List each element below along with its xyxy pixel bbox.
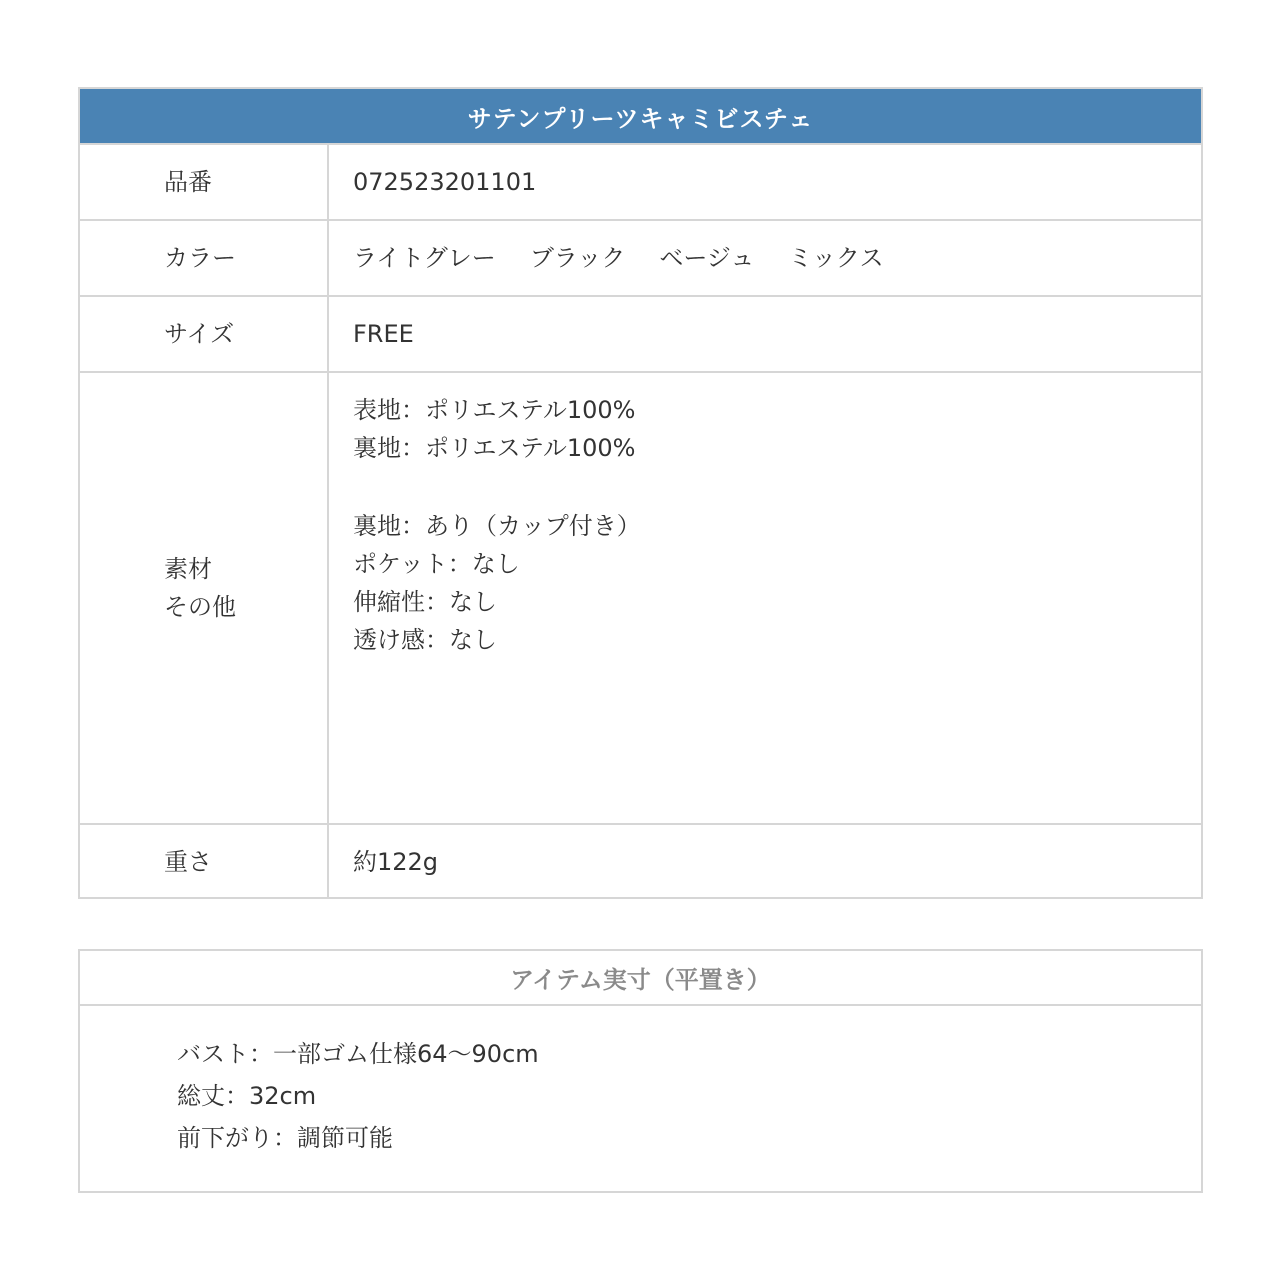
color-option: ベージュ xyxy=(659,244,755,272)
spec-label-material xyxy=(80,373,329,823)
color-option: ライトグレー xyxy=(353,244,496,272)
spec-label-hinban: 品番 xyxy=(80,145,329,219)
spec-row-color xyxy=(80,219,1201,295)
spec-row-weight xyxy=(80,823,1201,899)
spec-value-weight: 約122g xyxy=(353,848,439,876)
material-line: 透け感：なし xyxy=(353,626,497,654)
spec-label-color: カラー xyxy=(80,221,329,295)
spec-label-size: サイズ xyxy=(80,297,329,371)
measurements-table xyxy=(78,949,1203,1193)
spec-row-material xyxy=(80,371,1201,823)
measurements-body xyxy=(177,1033,539,1159)
spec-label-weight: 重さ xyxy=(80,825,329,899)
spec-value-size: FREE xyxy=(353,320,414,348)
measurements-title: アイテム実寸（平置き） xyxy=(80,951,1201,1006)
spec-table-title: サテンプリーツキャミビスチェ xyxy=(80,89,1201,143)
spec-value-hinban: 072523201101 xyxy=(353,168,537,196)
measurement-line: 前下がり：調節可能 xyxy=(177,1124,393,1152)
spec-value-color-list xyxy=(329,221,1201,295)
material-line: 表地：ポリエステル100% xyxy=(353,396,636,424)
spec-row-hinban xyxy=(80,143,1201,219)
color-option: ミックス xyxy=(788,244,884,272)
spec-label-material-line: その他 xyxy=(164,593,236,621)
measurement-line: 総丈：32cm xyxy=(177,1082,317,1110)
spec-row-size xyxy=(80,295,1201,371)
material-line: 裏地：ポリエステル100% xyxy=(353,434,636,462)
material-line: 裏地：あり（カップ付き） xyxy=(353,512,641,540)
spec-label-material-line: 素材 xyxy=(164,555,212,583)
material-spacer xyxy=(353,467,1201,507)
material-line: 伸縮性：なし xyxy=(353,588,497,616)
measurement-line: バスト：一部ゴム仕様64〜90cm xyxy=(177,1040,539,1068)
material-line: ポケット：なし xyxy=(353,550,520,578)
spec-value-material xyxy=(329,373,1201,823)
color-option: ブラック xyxy=(529,244,626,272)
spec-table xyxy=(78,87,1203,899)
